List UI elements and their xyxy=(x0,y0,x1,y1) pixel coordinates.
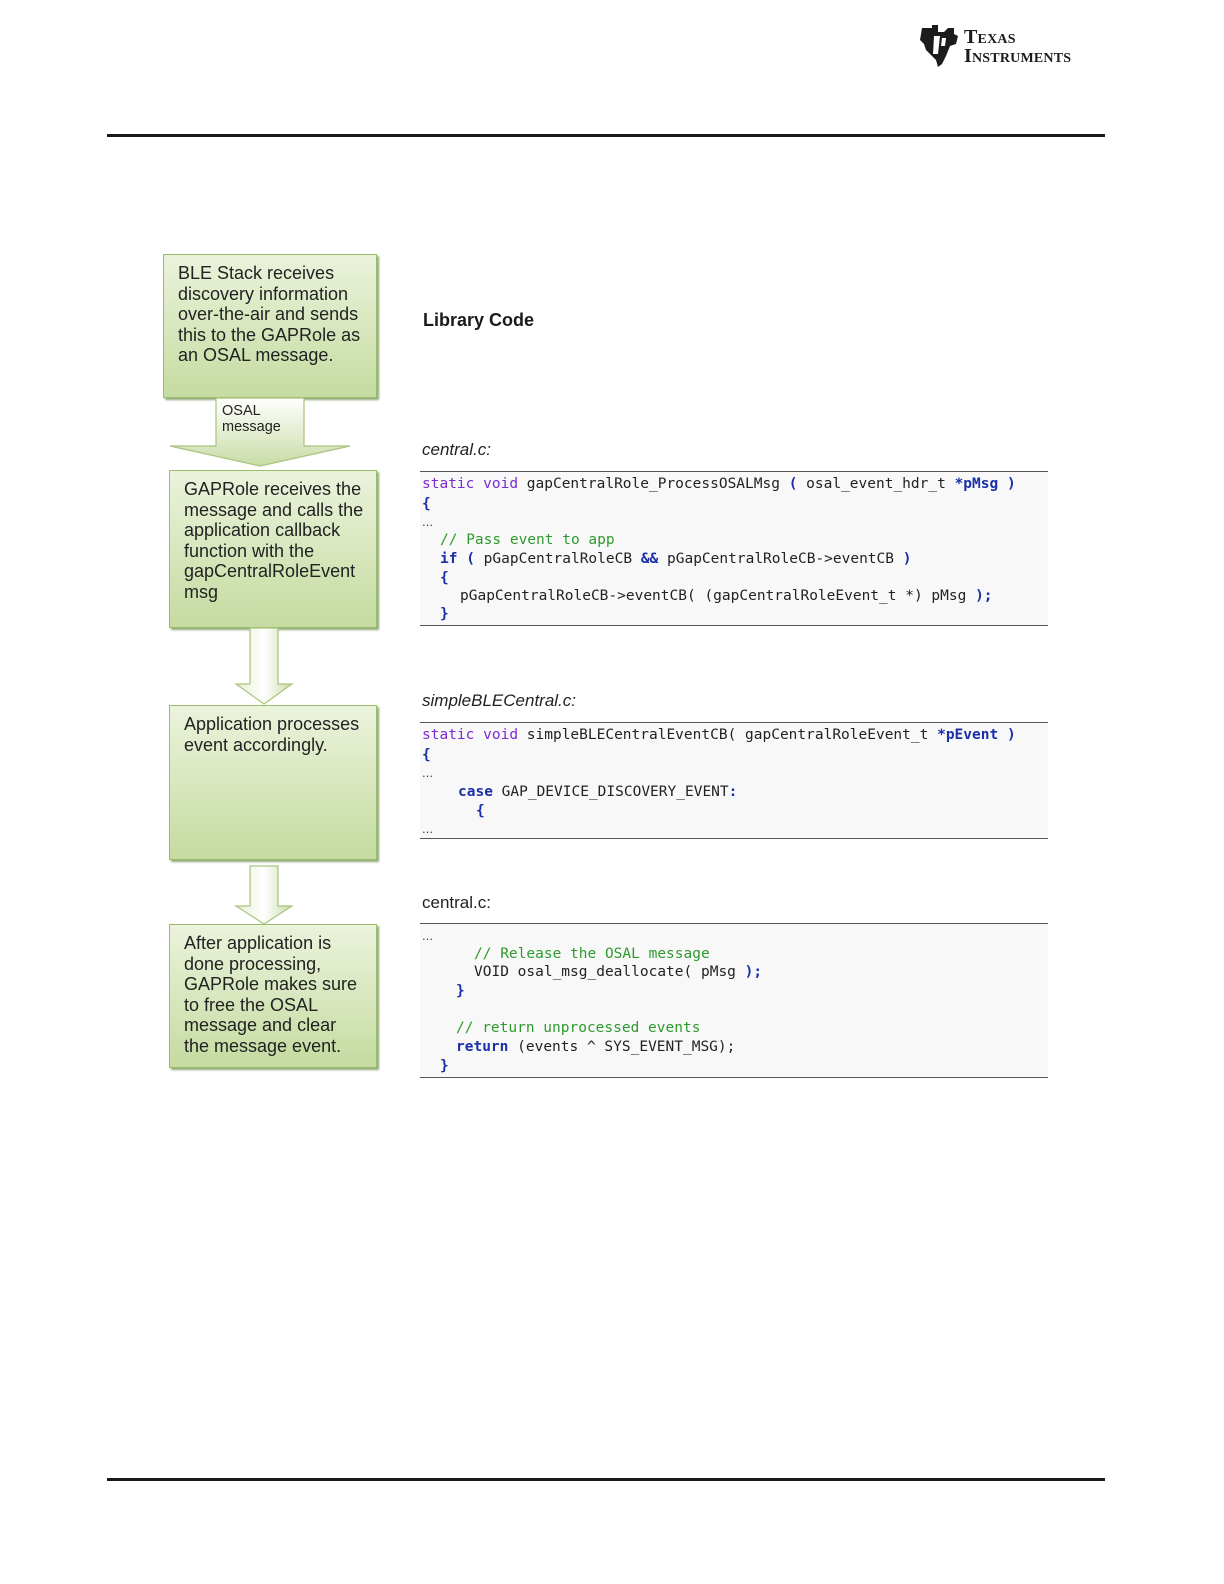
ti-logo-icon xyxy=(918,24,960,68)
code-line: pGapCentralRoleCB->eventCB( (gapCentralRoleEvent_t *) pMsg ); xyxy=(460,588,993,604)
code-ellipsis: … xyxy=(422,516,433,529)
file-label-simpleblecentral: simpleBLECentral.c: xyxy=(422,691,577,710)
flow-box-application: Application processes event accordingly. xyxy=(169,705,377,860)
arrow-label-line2: message xyxy=(222,419,281,435)
code-line: { xyxy=(422,747,431,763)
code-ellipsis: … xyxy=(422,930,433,943)
code-line: { xyxy=(440,570,449,586)
code-ellipsis: … xyxy=(422,823,433,836)
code-line: static void gapCentralRole_ProcessOSALMsg ( osal_event_hdr_t *pMsg ) xyxy=(422,476,1016,492)
code-line: { xyxy=(422,496,431,512)
code-block-central-release xyxy=(420,923,1048,1078)
arrow-osal-label xyxy=(222,403,281,435)
ti-logo xyxy=(918,22,1108,72)
code-ellipsis: … xyxy=(422,767,433,780)
flow-box-free-osal: After application is done processing, GAPRole makes sure to free the OSAL message and clear the message event. xyxy=(169,924,377,1068)
code-comment: // return unprocessed events xyxy=(456,1020,701,1036)
code-line: { xyxy=(476,803,485,819)
code-block-simpleblecentral xyxy=(420,722,1048,839)
file-label-central: central.c: xyxy=(422,440,491,459)
code-line: VOID osal_msg_deallocate( pMsg ); xyxy=(474,964,763,980)
code-line: if ( pGapCentralRoleCB && pGapCentralRoleCB->eventCB ) xyxy=(440,551,912,567)
code-line: } xyxy=(440,606,449,622)
code-line: } xyxy=(440,1058,449,1074)
ti-logo-text xyxy=(964,28,1071,66)
logo-line2: Instruments xyxy=(964,45,1072,67)
arrow-down-icon xyxy=(234,626,294,706)
code-line: return (events ^ SYS_EVENT_MSG); xyxy=(456,1039,736,1055)
library-code-title: Library Code xyxy=(423,310,535,330)
logo-line1: Texas xyxy=(964,26,1016,48)
flow-box-ble-stack: BLE Stack receives discovery information over-the-air and sends this to the GAPRole as an OSAL message. xyxy=(163,254,377,398)
arrow-label-line1: OSAL xyxy=(222,403,261,419)
footer-rule xyxy=(107,1478,1105,1481)
code-line: } xyxy=(456,983,465,999)
code-line: static void simpleBLECentralEventCB( gapCentralRoleEvent_t *pEvent ) xyxy=(422,727,1016,743)
file-label-central-2: central.c: xyxy=(422,893,491,912)
arrow-down-icon xyxy=(234,864,294,926)
header-rule xyxy=(107,134,1105,137)
flow-box-gaprole: GAPRole receives the message and calls the application callback function with the gapCentralRoleEvent msg xyxy=(169,470,377,628)
code-comment: // Pass event to app xyxy=(440,532,615,548)
code-comment: // Release the OSAL message xyxy=(474,946,710,962)
code-line: case GAP_DEVICE_DISCOVERY_EVENT: xyxy=(458,784,738,800)
code-block-central xyxy=(420,471,1048,626)
